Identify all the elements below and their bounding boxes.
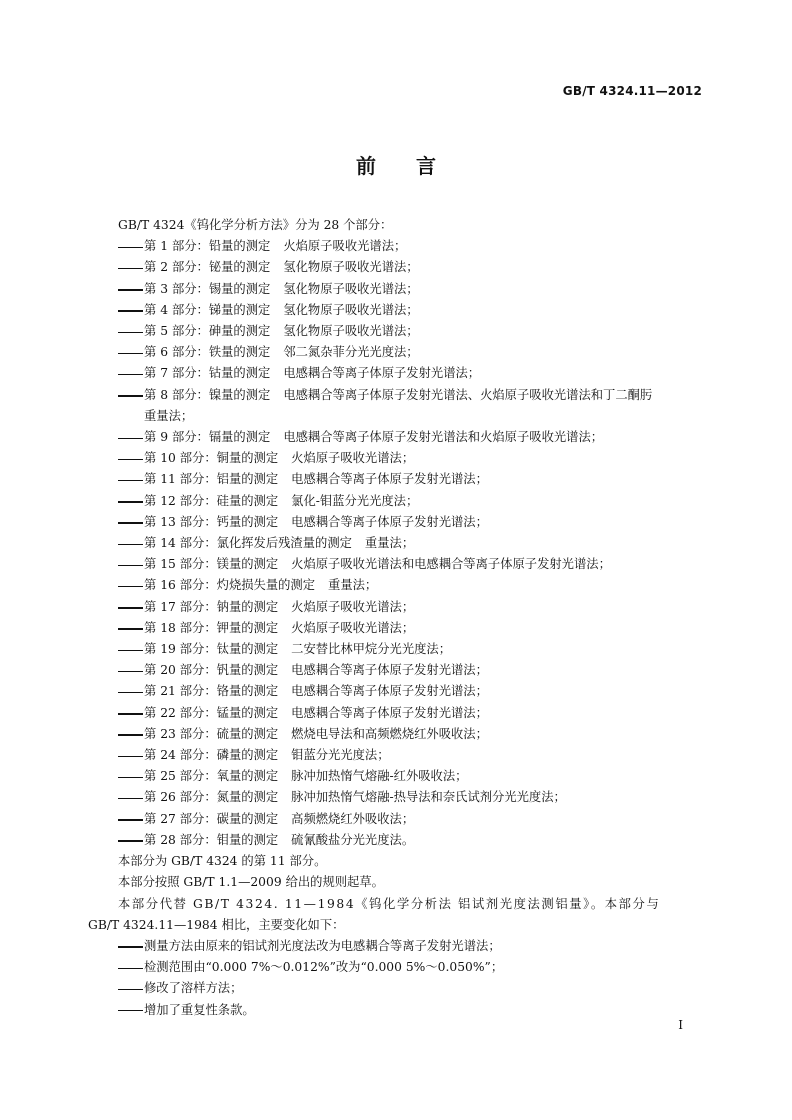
em-dash-bullet [118,342,144,363]
part-title: 第 15 部分：镁量的测定 [144,557,279,572]
part-title: 第 6 部分：铁量的测定 [144,345,271,360]
part-title: 第 1 部分：铅量的测定 [144,239,271,254]
list-item-part [88,809,704,830]
paragraph-replaces-line-1: 本部分代替 GB/T 4324. 11—1984《钨化学分析法 铝试剂光度法测铝量》。本部分与 [118,896,661,911]
part-text [144,533,414,554]
list-item-change [88,957,704,978]
em-dash-bullet [118,448,144,469]
list-item-change [88,936,704,957]
part-text [144,236,406,257]
part-title: 第 7 部分：钴量的测定 [144,366,271,381]
part-text [144,300,419,321]
part-method: 火焰原子吸收光谱法； [291,451,415,466]
part-text [144,427,603,448]
part-title: 第 9 部分：镉量的测定 [144,430,271,445]
part-title: 第 27 部分：碳量的测定 [144,811,279,826]
change-text: 检测范围由“0.000 7%～0.012%”改为“0.000 5%～0.050%”； [144,960,504,975]
part-method: 氢化物原子吸收光谱法； [283,260,419,275]
list-item-part [88,597,704,618]
em-dash-bullet [118,1000,144,1021]
em-dash-bullet [118,936,144,957]
part-text [144,745,390,766]
part-method: 火焰原子吸收光谱法； [291,599,415,614]
part-title: 第 3 部分：锡量的测定 [144,281,271,296]
em-dash-bullet [118,491,144,512]
em-dash-bullet [118,597,144,618]
em-dash-bullet [118,978,144,999]
page-number: I [678,1018,683,1032]
part-method: 电感耦合等离子体原子发射光谱法； [291,663,488,678]
part-title: 第 11 部分：铝量的测定 [144,472,279,487]
part-method: 电感耦合等离子体原子发射光谱法； [291,472,488,487]
em-dash-bullet [118,724,144,745]
part-title: 第 17 部分：钠量的测定 [144,599,279,614]
em-dash-bullet [118,618,144,639]
part-method: 电感耦合等离子体原子发射光谱法； [291,514,488,529]
em-dash-bullet [118,469,144,490]
part-text [144,766,467,787]
part-title: 第 5 部分：砷量的测定 [144,324,271,339]
list-item-part [88,787,704,808]
part-method-continuation: 重量法； [144,408,194,423]
list-item-part [88,512,704,533]
part-text [144,724,488,745]
em-dash-bullet [118,681,144,702]
part-method: 钼蓝分光光度法； [291,748,390,763]
em-dash-bullet [118,427,144,448]
standard-identifier: GB/T 4324.11—2012 [562,84,702,98]
part-method: 燃烧电导法和高频燃烧红外吸收法； [291,726,488,741]
list-item-part [88,745,704,766]
em-dash-bullet [118,703,144,724]
page-title: 前言 [356,154,476,178]
list-item-part [88,236,704,257]
em-dash-bullet [118,660,144,681]
part-text [144,257,419,278]
part-method: 硫氰酸盐分光光度法。 [291,832,415,847]
part-title: 第 2 部分：铋量的测定 [144,260,271,275]
part-text [144,575,377,596]
part-text [144,787,566,808]
list-item-part [88,385,704,406]
part-method: 脉冲加热惰气熔融-热导法和奈氏试剂分光光度法； [291,790,566,805]
part-title: 第 18 部分：钾量的测定 [144,620,279,635]
em-dash-bullet [118,257,144,278]
list-item-part [88,639,704,660]
part-method: 邻二氮杂菲分光光度法； [283,345,419,360]
part-title: 第 24 部分：磷量的测定 [144,748,279,763]
intro-paragraph: GB/T 4324《钨化学分析方法》分为 28 个部分： [118,218,393,232]
part-title: 第 16 部分：灼烧损失量的测定 [144,578,316,593]
change-text: 修改了溶样方法； [144,981,243,996]
part-text [144,469,488,490]
list-item-part [88,427,704,448]
parts-list [88,236,704,851]
part-title: 第 4 部分：锑量的测定 [144,302,271,317]
list-item-part [88,363,704,384]
part-text [144,809,414,830]
part-text [144,342,419,363]
part-method: 氢化物原子吸收光谱法； [283,324,419,339]
list-item-change [88,978,704,999]
part-title: 第 28 部分：钼量的测定 [144,832,279,847]
part-text [144,385,652,406]
list-item-part [88,448,704,469]
part-title: 第 26 部分：氮量的测定 [144,790,279,805]
em-dash-bullet [118,385,144,406]
part-method: 电感耦合等离子体原子发射光谱法、火焰原子吸收光谱法和丁二酮肟 [283,387,653,402]
list-item-part [88,660,704,681]
part-title: 第 25 部分：氧量的测定 [144,769,279,784]
part-title: 第 12 部分：硅量的测定 [144,493,279,508]
part-method: 电感耦合等离子体原子发射光谱法； [291,705,488,720]
part-text [144,618,414,639]
em-dash-bullet [118,321,144,342]
em-dash-bullet [118,830,144,851]
list-item-part [88,618,704,639]
part-text [144,554,611,575]
list-item-part [88,257,704,278]
part-method: 电感耦合等离子体原子发射光谱法； [283,366,481,381]
part-text [144,681,488,702]
list-item-part [88,575,704,596]
part-title: 第 13 部分：钙量的测定 [144,514,279,529]
part-text [144,597,414,618]
part-method: 电感耦合等离子体原子发射光谱法； [291,684,488,699]
part-title: 第 8 部分：镍量的测定 [144,387,271,402]
em-dash-bullet [118,787,144,808]
part-title: 第 14 部分：氯化挥发后残渣量的测定 [144,536,352,551]
em-dash-bullet [118,809,144,830]
em-dash-bullet [118,745,144,766]
part-text [144,363,480,384]
part-text [144,512,488,533]
part-text [144,279,419,300]
list-item-part [88,321,704,342]
part-method: 氢化物原子吸收光谱法； [283,281,419,296]
paragraph-drafting-rules: 本部分按照 GB/T 1.1—2009 给出的规则起草。 [118,875,384,890]
list-item-part [88,830,704,851]
list-item-part [88,300,704,321]
part-method: 重量法； [364,536,415,551]
list-item-part [88,703,704,724]
list-item-part [88,724,704,745]
part-title: 第 20 部分：钒量的测定 [144,663,279,678]
part-method: 火焰原子吸收光谱法； [283,239,407,254]
part-method: 二安替比林甲烷分光光度法； [291,642,452,657]
list-item-part [88,766,704,787]
part-method: 氯化-钼蓝分光光度法； [291,493,419,508]
em-dash-bullet [118,533,144,554]
part-method: 电感耦合等离子体原子发射光谱法和火焰原子吸收光谱法； [283,430,604,445]
change-text: 测量方法由原来的铝试剂光度法改为电感耦合等离子发射光谱法； [144,938,501,953]
part-title: 第 21 部分：铬量的测定 [144,684,279,699]
part-method: 火焰原子吸收光谱法； [291,620,415,635]
change-text: 增加了重复性条款。 [144,1002,255,1017]
list-item-part [88,681,704,702]
part-method: 氢化物原子吸收光谱法； [283,302,419,317]
em-dash-bullet [118,639,144,660]
part-method: 重量法； [328,578,378,593]
em-dash-bullet [118,279,144,300]
part-title: 第 22 部分：锰量的测定 [144,705,279,720]
part-text [144,321,419,342]
em-dash-bullet [118,300,144,321]
paragraph-replaces-line-2: GB/T 4324.11—1984 相比，主要变化如下： [88,917,345,932]
list-item-change [88,1000,704,1021]
part-text [144,491,418,512]
part-title: 第 19 部分：钛量的测定 [144,642,279,657]
list-item-part [88,554,704,575]
em-dash-bullet [118,957,144,978]
em-dash-bullet [118,363,144,384]
em-dash-bullet [118,766,144,787]
part-title: 第 10 部分：铜量的测定 [144,451,279,466]
part-text [144,703,488,724]
part-text [144,660,488,681]
document-body [88,215,704,1021]
part-method: 脉冲加热惰气熔融-红外吸收法； [291,769,468,784]
part-method: 高频燃烧红外吸收法； [291,811,415,826]
part-text [144,830,414,851]
em-dash-bullet [118,575,144,596]
part-title: 第 23 部分：硫量的测定 [144,726,279,741]
em-dash-bullet [118,236,144,257]
part-text [144,448,414,469]
paragraph-part-number: 本部分为 GB/T 4324 的第 11 部分。 [118,854,327,869]
em-dash-bullet [118,512,144,533]
changes-list [88,936,704,1021]
list-item-part [88,279,704,300]
list-item-part [88,533,704,554]
em-dash-bullet [118,554,144,575]
list-item-part [88,342,704,363]
list-item-part [88,469,704,490]
part-method: 火焰原子吸收光谱法和电感耦合等离子体原子发射光谱法； [291,557,611,572]
list-item-part [88,491,704,512]
part-text [144,639,451,660]
